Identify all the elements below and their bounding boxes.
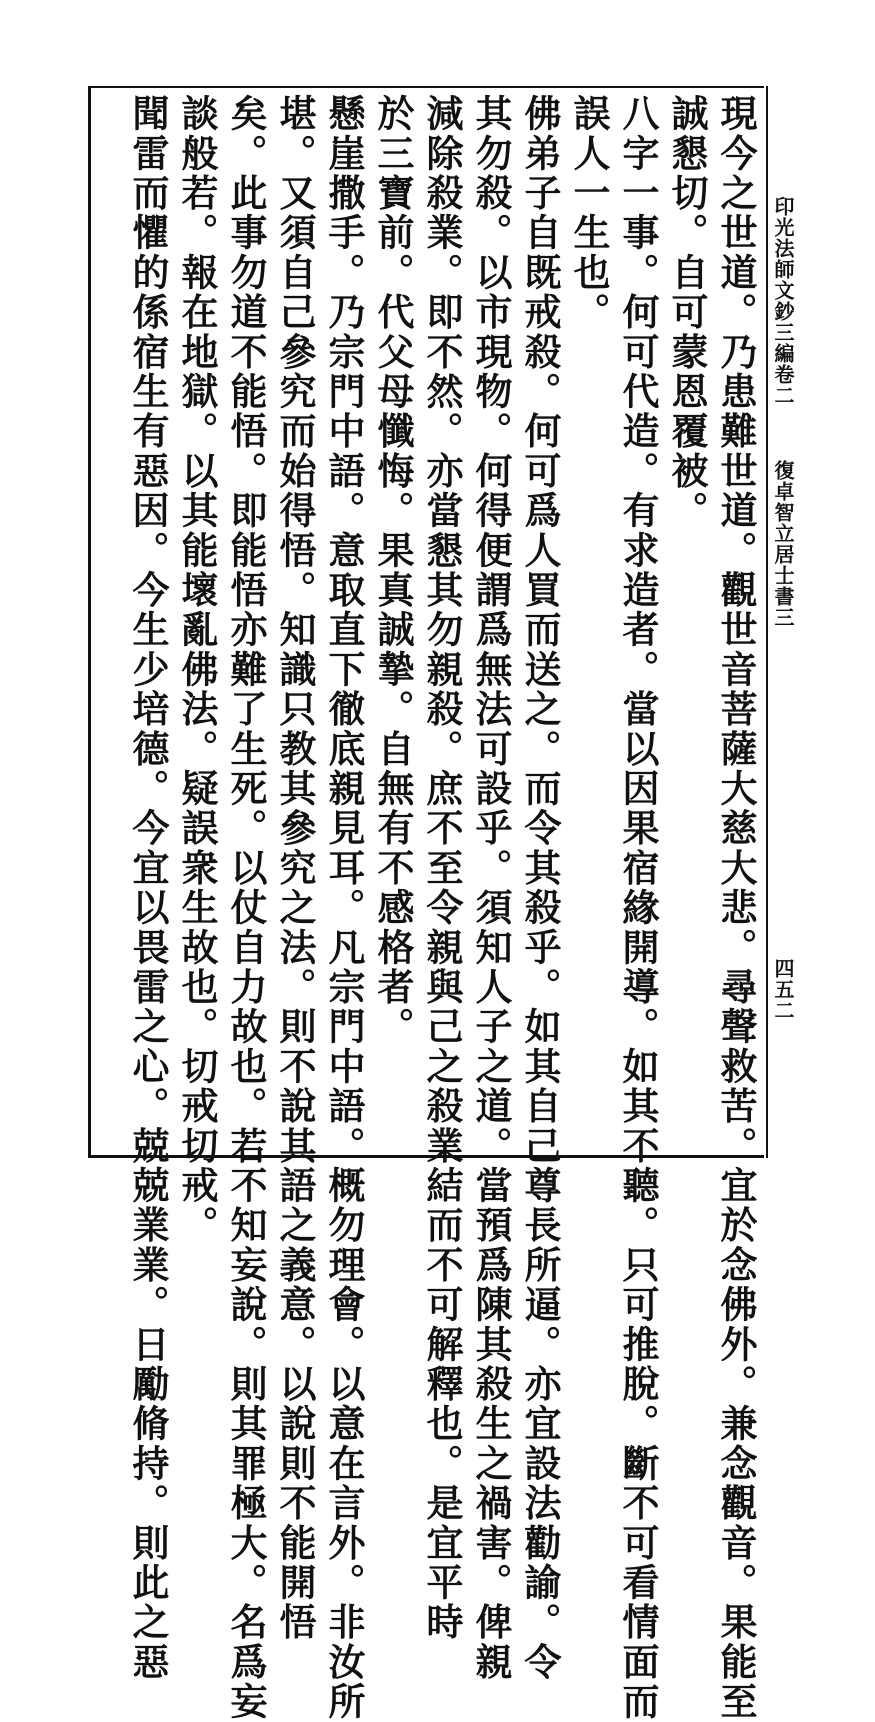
text-column-2: 誠懇切。自可蒙恩覆被。 [665,94,709,531]
text-column-3: 八字一事。何可代造。有求造者。當以因果宿緣開導。如其不聽。只可推脫。斷不可看情面而 [616,94,660,1722]
margin-rule [766,86,768,1158]
book-title: 印光法師文鈔三編卷二 [771,196,795,406]
text-column-6: 其勿殺。以市現物。何得便謂爲無法可設乎。須知人子之道。當預爲陳其殺生之禍害。俾親 [469,94,513,1682]
text-column-4: 誤人一生也。 [567,94,611,333]
text-column-9: 懸崖撒手。乃宗門中語。意取直下徹底親見耳。凡宗門中語。概勿理會。以意在言外。非汝所 [322,94,366,1722]
page-number: 四五二 [771,958,795,1021]
text-column-11: 矣。此事勿道不能悟。即能悟亦難了生死。以仗自力故也。若不知妄說。則其罪極大。名爲妄 [224,94,268,1722]
text-column-5: 佛弟子自既戒殺。何可爲人買而送之。而令其殺乎。如其自己尊長所逼。亦宜設法勸諭。令 [518,94,562,1682]
text-column-7: 減除殺業。即不然。亦當懇其勿親殺。庶不至令親與己之殺業結而不可解釋也。是宜平時 [420,94,464,1643]
text-column-10: 堪。又須自己參究而始得悟。知識只教其參究之法。則不說其語之義意。以說則不能開悟 [273,94,317,1643]
text-column-8: 於三寶前。代父母懺悔。果真誠摯。自無有不感格者。 [371,94,415,1047]
text-column-13: 聞雷而懼的係宿生有惡因。今生少培德。今宜以畏雷之心。兢兢業業。日勵脩持。則此之惡 [126,94,170,1682]
text-column-12: 談般若。報在地獄。以其能壞亂佛法。疑誤衆生故也。切戒切戒。 [175,94,219,1246]
section-title: 復卓智立居士書三 [771,460,795,628]
text-column-1: 現今之世道。乃患難世道。觀世音菩薩大慈大悲。尋聲救苦。宜於念佛外。兼念觀音。果能至 [714,94,758,1722]
